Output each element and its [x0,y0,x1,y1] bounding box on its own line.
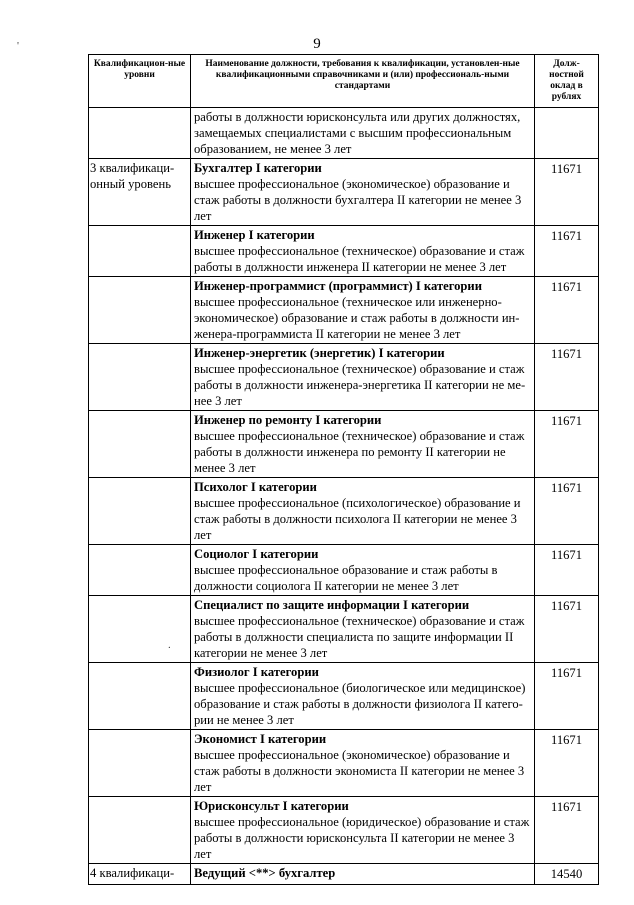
position-cell [191,344,535,411]
position-title: Специалист по защите информации I категории [194,598,470,612]
table-row [89,663,599,730]
position-cell [191,411,535,478]
table-row [89,159,599,226]
position-requirements: работы в должности юрисконсульта или других должностях, замещаемых специалистами с высшим профессиональным образованием, не менее 3 лет [194,110,521,156]
salary-cell: 14540 [535,864,599,885]
level-cell [89,596,191,663]
table-row [89,344,599,411]
table-row [89,864,599,885]
level-cell [89,226,191,277]
page-number: 9 [313,36,321,52]
salary-cell: 11671 [535,663,599,730]
salary-cell: 11671 [535,797,599,864]
position-requirements: высшее профессиональное (техническое) образование и стаж работы в должности инженера II категории не менее 3 лет [194,244,525,274]
position-cell [191,108,535,159]
table-row [89,411,599,478]
position-title: Психолог I категории [194,480,317,494]
position-requirements: высшее профессиональное (техническое) образование и стаж работы в должности инженера-энергетика II категории не ме-нее 3 лет [194,362,526,408]
level-cell [89,797,191,864]
level-cell: 3 квалификаци-онный уровень [89,159,191,226]
position-requirements: высшее профессиональное (экономическое) образование и стаж работы в должности бухгалтера II категории не менее 3 лет [194,177,522,223]
salary-cell: 11671 [535,596,599,663]
table-header-row [89,55,599,108]
position-title: Бухгалтер I категории [194,161,322,175]
salary-cell: 11671 [535,730,599,797]
position-requirements: высшее профессиональное (экономическое) образование и стаж работы в должности экономиста II категории не менее 3 лет [194,748,525,794]
table-row [89,730,599,797]
level-cell [89,730,191,797]
position-requirements: высшее профессиональное (психологическое) образование и стаж работы в должности психолога II категории не менее 3 лет [194,496,521,542]
position-requirements: высшее профессиональное (юридическое) образование и стаж работы в должности юрисконсульта II категории не менее 3 лет [194,815,530,861]
position-requirements: высшее профессиональное (техническое или инженерно-экономическое) образование и стаж работы в должности ин-женера-программиста II категории не менее 3 лет [194,295,520,341]
position-title: Физиолог I категории [194,665,319,679]
table-row [89,277,599,344]
position-requirements: высшее профессиональное образование и стаж работы в должности социолога II категории не менее 3 лет [194,563,498,593]
position-cell [191,864,535,885]
header-salary: Долж-ностной оклад в рублях [535,55,599,108]
salary-cell: 11671 [535,545,599,596]
level-cell [89,344,191,411]
level-cell [89,663,191,730]
salary-cell: 11671 [535,411,599,478]
position-requirements: высшее профессиональное (биологическое или медицинское) образование и стаж работы в должности физиолога II катего-рии не менее 3 лет [194,681,526,727]
position-cell [191,663,535,730]
position-title: Инженер I категории [194,228,315,242]
position-cell [191,545,535,596]
table-row [89,596,599,663]
position-title: Инженер по ремонту I категории [194,413,382,427]
level-cell [89,277,191,344]
position-cell [191,730,535,797]
position-title: Ведущий <**> бухгалтер [194,866,336,880]
table-row [89,108,599,159]
position-title: Социолог I категории [194,547,319,561]
position-cell [191,797,535,864]
position-cell [191,277,535,344]
margin-mark: ' [17,40,19,52]
position-title: Инженер-программист (программист) I категории [194,279,482,293]
position-cell [191,159,535,226]
position-title: Инженер-энергетик (энергетик) I категории [194,346,445,360]
level-cell [89,545,191,596]
salary-cell: 11671 [535,478,599,545]
level-cell: 4 квалификаци- [89,864,191,885]
salary-table [88,54,599,885]
position-cell [191,226,535,277]
header-position: Наименование должности, требования к квалификации, установлен-ные квалификационными справочниками и (или) профессиональ-ными стандартами [191,55,535,108]
salary-cell: 11671 [535,277,599,344]
table-row [89,226,599,277]
table-row [89,545,599,596]
salary-cell: 11671 [535,159,599,226]
position-requirements: высшее профессиональное (техническое) образование и стаж работы в должности специалиста по защите информации II категории не менее 3 лет [194,614,525,660]
level-cell [89,478,191,545]
level-cell [89,411,191,478]
level-cell [89,108,191,159]
salary-cell: 11671 [535,344,599,411]
header-level: Квалификацион-ные уровни [89,55,191,108]
salary-cell: 11671 [535,226,599,277]
table-row [89,797,599,864]
table-row [89,478,599,545]
position-title: Юрисконсульт I категории [194,799,349,813]
position-cell [191,478,535,545]
margin-mark: . [168,639,171,651]
position-requirements: высшее профессиональное (техническое) образование и стаж работы в должности инженера по ремонту II категории не менее 3 лет [194,429,525,475]
position-cell [191,596,535,663]
salary-cell [535,108,599,159]
position-title: Экономист I категории [194,732,327,746]
